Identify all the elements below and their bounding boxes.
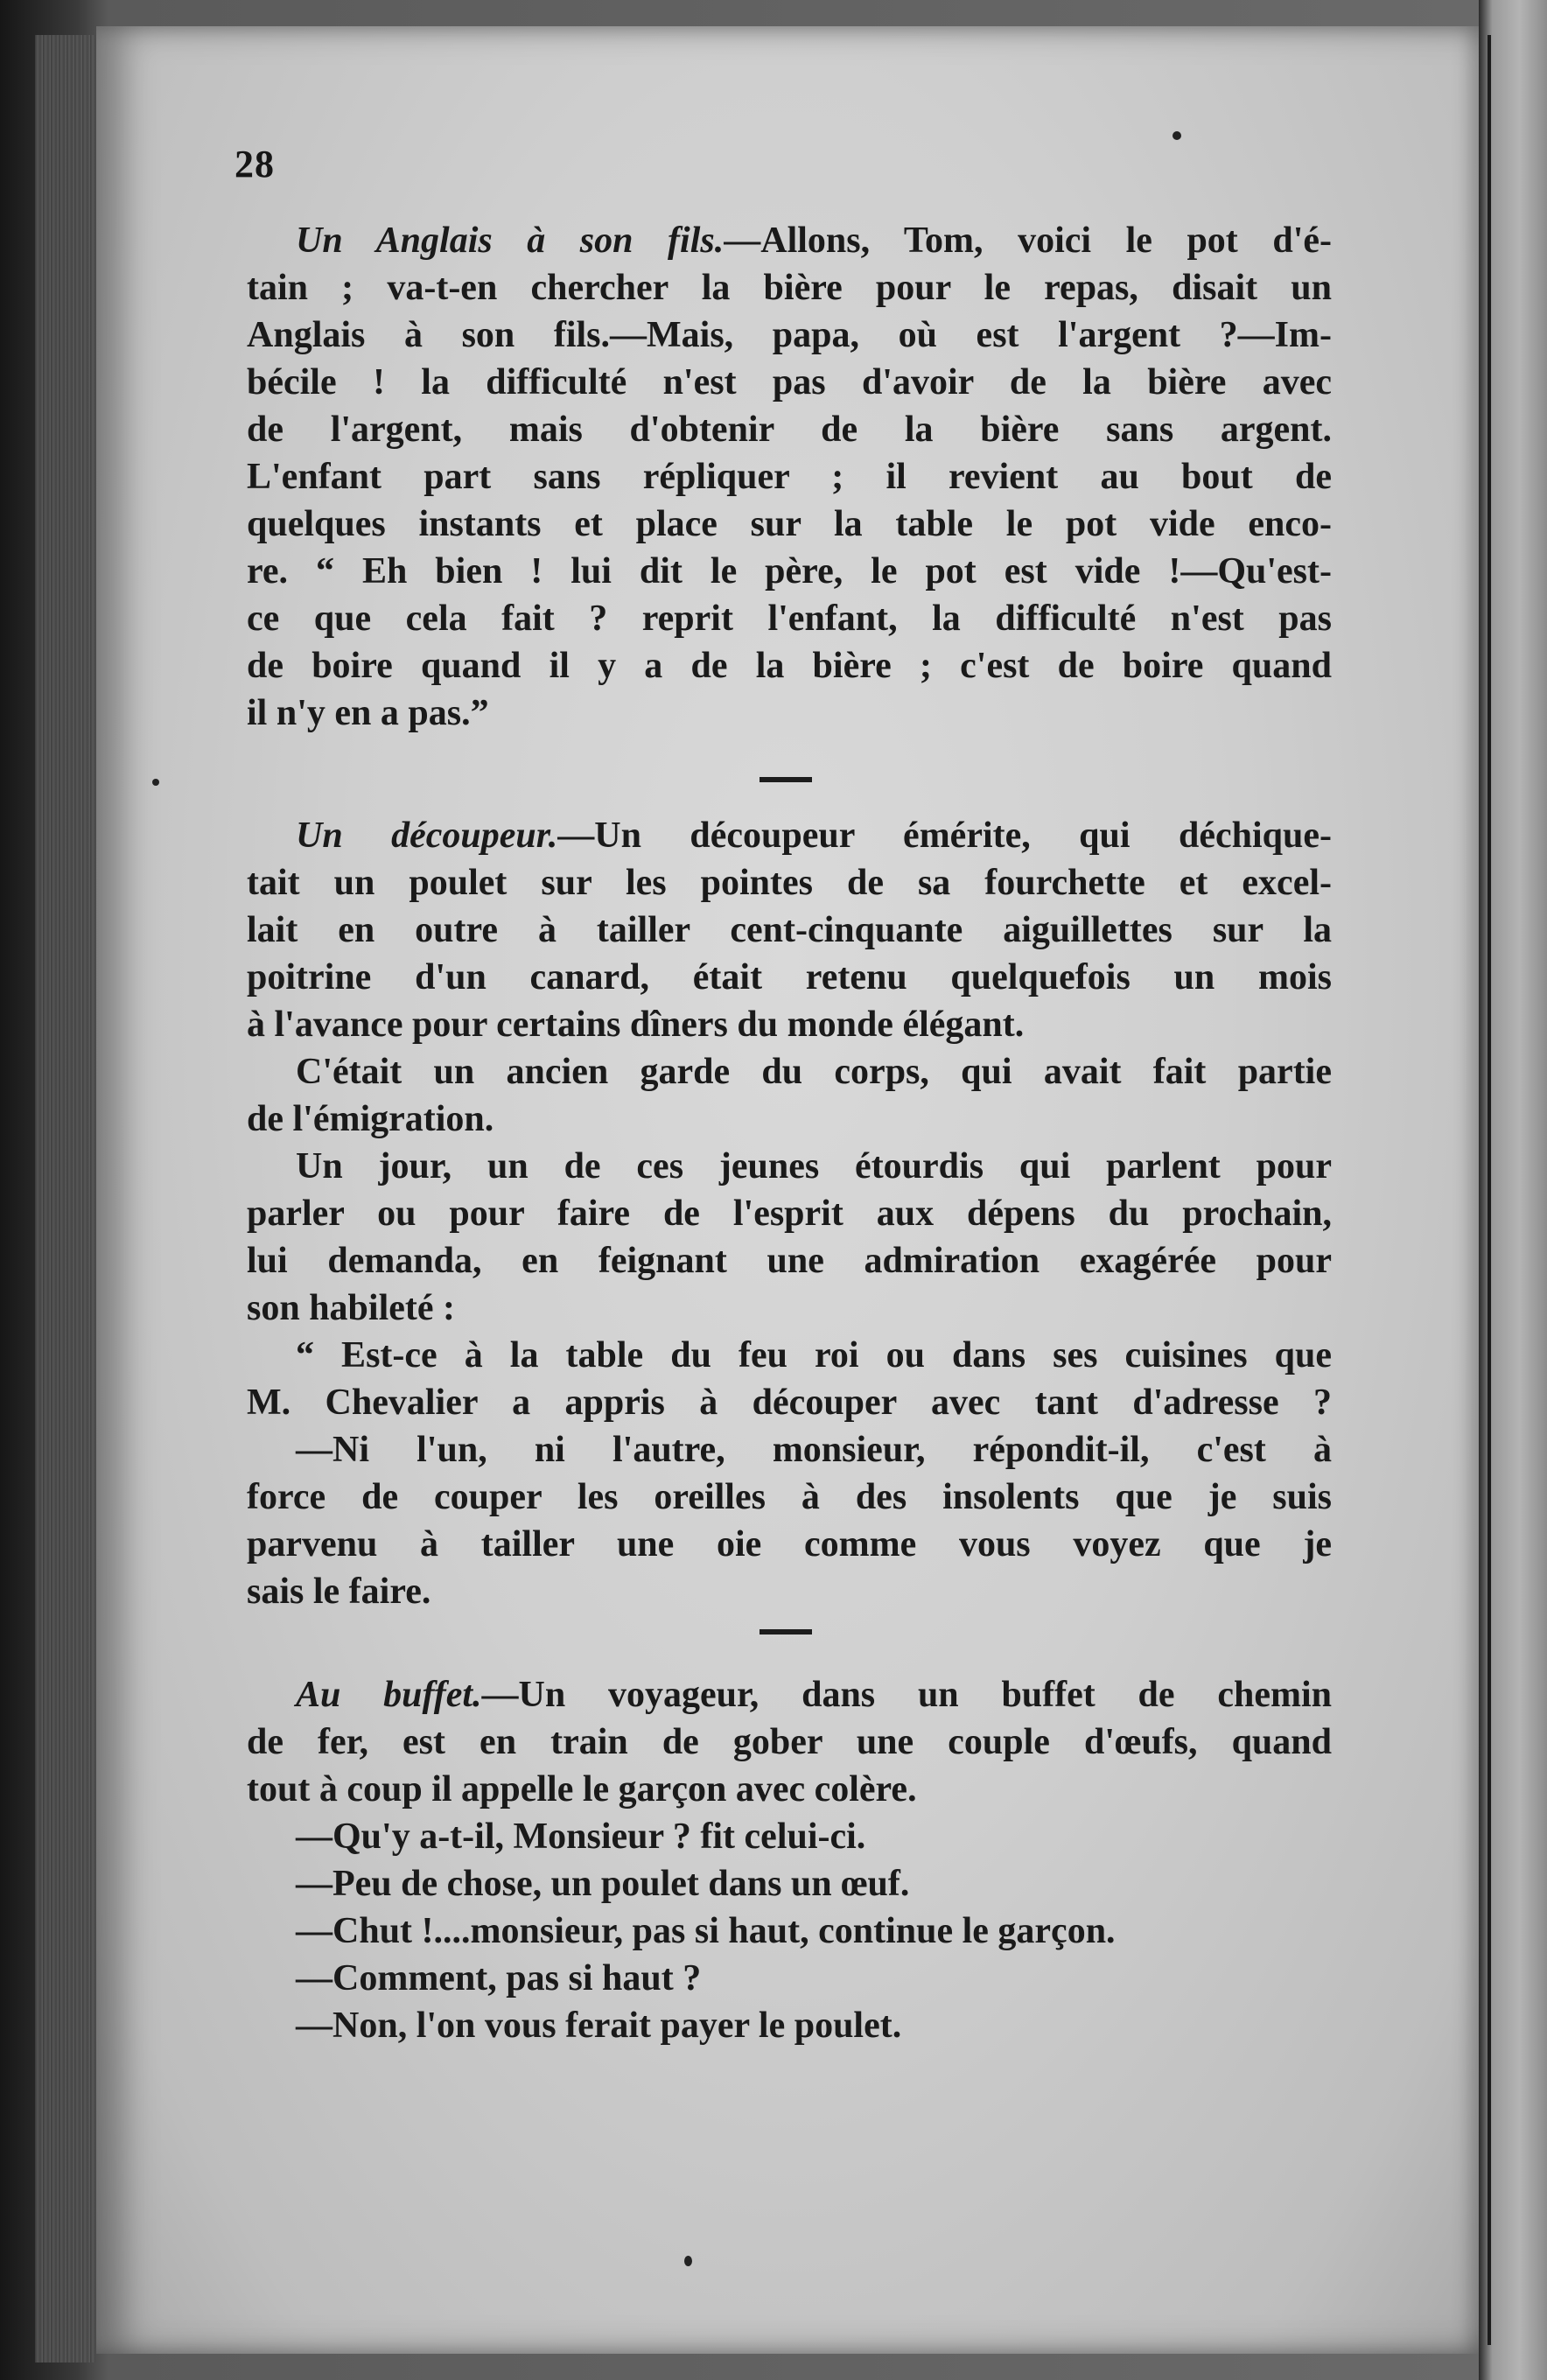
text-line (247, 548, 1332, 595)
line-text: L'enfant part sans répliquer ; il revient au bout de (247, 457, 1332, 497)
text-line (247, 1813, 1332, 1860)
line-text: “ Est-ce à la table du feu roi ou dans ses cuisines que (296, 1335, 1332, 1376)
line-text: —Peu de chose, un poulet dans un œuf. (296, 1864, 910, 1904)
text-line (247, 1474, 1332, 1521)
line-text: tait un poulet sur les pointes de sa fourchette et excel- (247, 863, 1332, 903)
line-text: re. “ Eh bien ! lui dit le père, le pot est vide !—Qu'est- (247, 551, 1332, 592)
line-text: tain ; va-t-en chercher la bière pour le repas, disait un (247, 268, 1332, 308)
text-line (247, 1096, 1332, 1143)
text-line (247, 906, 1332, 954)
book-page-edges (35, 35, 96, 2362)
line-text: tout à coup il appelle le garçon avec colère. (247, 1769, 917, 1810)
line-text: il n'y en a pas.” (247, 693, 489, 733)
line-text: force de couper les oreilles à des insolents que je suis (247, 1477, 1332, 1517)
text-line (247, 1766, 1332, 1813)
text-line (247, 1908, 1332, 1955)
text-line (247, 1718, 1332, 1766)
text-line (247, 1379, 1332, 1426)
text-line (247, 500, 1332, 548)
line-text: de boire quand il y a de la bière ; c'est de boire quand (247, 646, 1332, 686)
text-line (247, 1048, 1332, 1096)
anecdote-decoupeur (247, 812, 1332, 1615)
section-separator (760, 1629, 812, 1634)
text-line (247, 1284, 1332, 1332)
ink-speck (684, 2256, 692, 2266)
anecdote-title: Un Anglais à son fils. (296, 220, 724, 261)
anecdote-anglais (247, 217, 1332, 737)
text-line (247, 1671, 1332, 1718)
line-text: de l'argent, mais d'obtenir de la bière sans argent. (247, 410, 1332, 450)
line-text: parvenu à tailler une oie comme vous voyez que je (247, 1524, 1332, 1564)
text-line (247, 1237, 1332, 1284)
text-line (247, 1190, 1332, 1237)
text-line (247, 406, 1332, 453)
line-text: —Ni l'un, ni l'autre, monsieur, répondit-il, c'est à (296, 1430, 1332, 1470)
text-line (247, 2002, 1332, 2049)
text-line (247, 312, 1332, 359)
line-text: M. Chevalier a appris à découper avec tant d'adresse ? (247, 1382, 1332, 1423)
text-line (247, 1860, 1332, 1908)
line-text: à l'avance pour certains dîners du monde élégant. (247, 1004, 1025, 1045)
anecdote-title: Un découpeur. (296, 816, 558, 856)
line-text: —Comment, pas si haut ? (296, 1958, 702, 1998)
text-line (247, 1426, 1332, 1474)
line-text: —Un découpeur émérite, qui déchique- (557, 816, 1332, 856)
page-number: 28 (234, 143, 275, 186)
line-text: Un jour, un de ces jeunes étourdis qui parlent pour (296, 1146, 1332, 1186)
text-line (247, 217, 1332, 264)
line-text: C'était un ancien garde du corps, qui avait fait partie (296, 1052, 1332, 1092)
text-line (247, 453, 1332, 500)
line-text: —Qu'y a-t-il, Monsieur ? fit celui-ci. (296, 1816, 866, 1857)
text-line (247, 690, 1332, 737)
line-text: de fer, est en train de gober une couple d'œufs, quand (247, 1722, 1332, 1762)
text-line (247, 1143, 1332, 1190)
line-text: —Allons, Tom, voici le pot d'é- (724, 220, 1332, 261)
text-line (247, 1955, 1332, 2002)
line-text: lui demanda, en feignant une admiration exagérée pour (247, 1241, 1332, 1281)
anecdote-title: Au buffet. (296, 1675, 482, 1715)
text-line (247, 1521, 1332, 1568)
ink-speck (152, 779, 159, 786)
text-line (247, 1001, 1332, 1048)
line-text: bécile ! la difficulté n'est pas d'avoir de la bière avec (247, 362, 1332, 402)
text-line (247, 954, 1332, 1001)
text-line (247, 595, 1332, 642)
line-text: Anglais à son fils.—Mais, papa, où est l'argent ?—Im- (247, 315, 1332, 355)
text-line (247, 359, 1332, 406)
text-line (247, 642, 1332, 690)
line-text: —Chut !....monsieur, pas si haut, continue le garçon. (296, 1911, 1116, 1951)
facing-page-gutter (1488, 35, 1491, 2345)
line-text: son habileté : (247, 1288, 456, 1328)
line-text: parler ou pour faire de l'esprit aux dépens du prochain, (247, 1194, 1332, 1234)
section-separator (760, 777, 812, 782)
text-line (247, 812, 1332, 859)
line-text: quelques instants et place sur la table le pot vide enco- (247, 504, 1332, 544)
anecdote-buffet (247, 1671, 1332, 2049)
text-line (247, 859, 1332, 906)
line-text: —Un voyageur, dans un buffet de chemin (481, 1675, 1332, 1715)
line-text: de l'émigration. (247, 1099, 494, 1139)
text-line (247, 1332, 1332, 1379)
line-text: lait en outre à tailler cent-cinquante aiguillettes sur la (247, 910, 1332, 950)
text-line (247, 1568, 1332, 1615)
line-text: sais le faire. (247, 1572, 431, 1612)
line-text: poitrine d'un canard, était retenu quelquefois un mois (247, 957, 1332, 998)
text-line (247, 264, 1332, 312)
line-text: —Non, l'on vous ferait payer le poulet. (296, 2006, 902, 2046)
line-text: ce que cela fait ? reprit l'enfant, la difficulté n'est pas (247, 598, 1332, 639)
ink-speck (1172, 131, 1181, 140)
